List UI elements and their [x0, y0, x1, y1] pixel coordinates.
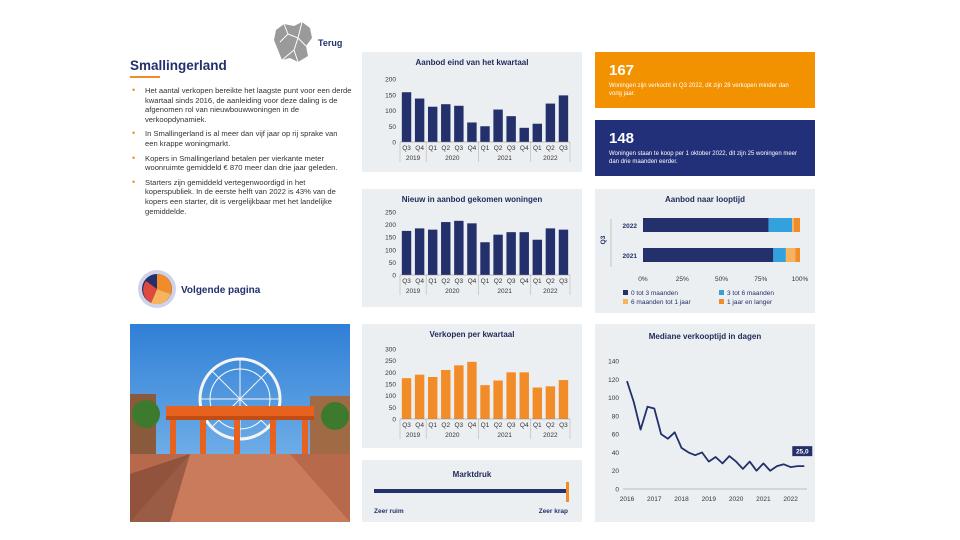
bullet-list: [130, 86, 352, 221]
bar: [493, 381, 502, 420]
y-tick-label: 40: [611, 449, 619, 457]
x-tick-label: Q2: [441, 145, 451, 152]
bar-segment: [643, 248, 773, 262]
bar: [533, 388, 542, 420]
bar: [454, 106, 463, 142]
x-tick-label: 2019: [701, 496, 717, 503]
x-tick-label: Q2: [493, 278, 503, 285]
x-tick-label: Q1: [532, 422, 542, 429]
x-tick-label: Q2: [493, 145, 503, 152]
x-tick-label: Q1: [428, 278, 438, 285]
bar: [559, 380, 568, 419]
bar: [428, 107, 437, 142]
y-tick-label: 120: [608, 376, 619, 384]
next-page-label: Volgende pagina: [181, 285, 261, 296]
legend-label: 1 jaar en langer: [727, 299, 773, 306]
bar: [506, 372, 515, 419]
y-tick-label: 200: [385, 76, 396, 84]
y-tick-label: 150: [385, 381, 396, 389]
chart-title: Verkopen per kwartaal: [429, 330, 515, 339]
legend-label: 6 maanden tot 1 jaar: [631, 299, 691, 306]
x-tick-label: Q1: [480, 422, 490, 429]
legend-label: 3 tot 6 maanden: [727, 290, 774, 297]
x-tick-label: Q4: [415, 278, 424, 285]
x-tick-label: Q1: [428, 145, 438, 152]
y-tick-label: 20: [611, 468, 619, 476]
chart-aanbod: [362, 52, 582, 172]
y-tick-label: 80: [611, 413, 619, 421]
kpi-text: Woningen staan te koop per 1 oktober 2022, dit zijn 25 woningen meer dan drie maanden eerder.: [609, 151, 798, 165]
y-tick-label: 100: [608, 395, 619, 403]
x-tick-label: Q4: [467, 145, 477, 152]
page-title: Smallingerland: [130, 58, 227, 73]
kpi-card-sales: [595, 52, 815, 108]
bar: [520, 232, 529, 275]
x-tick-label: 2016: [619, 496, 635, 503]
bar: [493, 235, 502, 275]
bar-segment: [795, 248, 800, 262]
year-label: 2021: [497, 155, 512, 162]
y-tick-label: 250: [385, 358, 396, 366]
x-tick-label: Q3: [506, 422, 516, 429]
x-tick-label: Q2: [546, 145, 555, 152]
bar: [520, 128, 529, 142]
bar: [533, 124, 542, 142]
x-tick-label: 50%: [714, 276, 729, 283]
bar: [506, 232, 515, 275]
x-tick-label: Q3: [454, 422, 464, 429]
y-tick-label: 0: [392, 272, 396, 280]
x-tick-label: Q3: [559, 278, 568, 285]
x-tick-label: 25%: [675, 276, 689, 283]
legend-swatch: [623, 299, 628, 304]
bar: [480, 242, 489, 275]
bar: [415, 99, 424, 142]
chart-panel-nieuw: [362, 189, 582, 307]
year-label: 2022: [543, 155, 558, 162]
bar-segment: [794, 218, 800, 232]
year-label: 2021: [497, 432, 512, 439]
x-tick-label: Q4: [415, 145, 424, 152]
town-photo: [130, 324, 350, 522]
kpi-text: Woningen zijn verkocht in Q3 2022, dit zijn 28 verkopen minder dan vorig jaar.: [609, 83, 789, 97]
chart-panel-looptijd: [595, 189, 815, 313]
pie-chart-icon: [137, 269, 177, 309]
y-tick-label: 300: [385, 346, 396, 354]
year-label: 2022: [543, 288, 558, 295]
x-tick-label: Q3: [559, 422, 568, 429]
x-tick-label: 100%: [791, 276, 809, 283]
year-label: 2019: [405, 288, 421, 295]
category-label: 2021: [622, 253, 637, 260]
legend-label: 0 tot 3 maanden: [631, 290, 678, 297]
bullet-item: • Starters zijn gemiddeld vertegenwoordigd in het koperspubliek. In de eerste helft van 2022 is 43% van de kopers een starter, dit is vergelijkbaar met het landelijke gemiddelde.: [130, 178, 352, 216]
province-map-icon[interactable]: [272, 20, 316, 64]
x-tick-label: 2022: [783, 496, 798, 503]
x-tick-label: Q3: [454, 278, 464, 285]
x-tick-label: Q3: [559, 145, 568, 152]
bar: [441, 370, 450, 419]
bullet-item: • Kopers in Smallingerland betalen per vierkante meter woonruimte gemiddeld € 870 meer dan drie jaar geleden.: [130, 154, 352, 173]
bar-segment: [643, 218, 769, 232]
bar: [546, 104, 555, 142]
x-tick-label: 0%: [638, 276, 648, 283]
legend-swatch: [719, 299, 724, 304]
kpi-value: 167: [609, 62, 635, 79]
bar: [415, 228, 424, 275]
y-tick-label: 0: [392, 139, 396, 147]
year-label: 2020: [445, 155, 460, 162]
y-tick-label: 100: [385, 393, 396, 401]
gauge-marker: [566, 482, 569, 502]
chart-looptijd: [595, 189, 815, 313]
bar: [533, 240, 542, 275]
x-tick-label: Q2: [546, 422, 555, 429]
y-tick-label: 200: [385, 222, 396, 230]
gauge-right-label: Zeer krap: [538, 508, 568, 515]
bar: [559, 95, 568, 142]
x-tick-label: Q1: [428, 422, 438, 429]
x-tick-label: Q4: [519, 422, 529, 429]
x-tick-label: Q1: [532, 278, 542, 285]
chart-title: Aanbod eind van het kwartaal: [415, 58, 529, 67]
back-link[interactable]: Terug: [318, 38, 343, 48]
year-label: 2020: [445, 432, 460, 439]
bar: [520, 372, 529, 419]
bar: [441, 104, 450, 142]
bar: [441, 222, 450, 275]
x-tick-label: Q3: [402, 145, 411, 152]
x-tick-label: Q3: [506, 145, 516, 152]
bar-segment: [769, 218, 793, 232]
chart-title: Nieuw in aanbod gekomen woningen: [401, 195, 543, 204]
chart-title: Aanbod naar looptijd: [665, 195, 745, 204]
x-tick-label: Q3: [402, 422, 411, 429]
y-tick-label: 100: [385, 108, 396, 115]
bar: [454, 221, 463, 275]
year-label: 2022: [543, 432, 558, 439]
y-tick-label: 100: [385, 247, 396, 255]
bar: [467, 122, 476, 142]
x-tick-label: Q4: [467, 422, 477, 429]
bar-segment: [786, 248, 795, 262]
x-tick-label: Q3: [506, 278, 516, 285]
series-line: [627, 381, 804, 471]
year-label: 2021: [497, 288, 512, 295]
x-tick-label: Q1: [480, 145, 490, 152]
x-tick-label: Q4: [467, 278, 477, 285]
bar: [467, 223, 476, 275]
bar: [546, 386, 555, 419]
gauge-track: [374, 489, 569, 493]
legend-swatch: [719, 290, 724, 295]
gauge-left-label: Zeer ruim: [374, 508, 404, 515]
x-tick-label: Q3: [402, 278, 411, 285]
x-tick-label: Q4: [519, 145, 529, 152]
y-tick-label: 250: [385, 209, 396, 217]
x-tick-label: Q4: [415, 422, 424, 429]
x-tick-label: Q2: [493, 422, 503, 429]
bar: [428, 377, 437, 419]
chart-verkopen: [362, 324, 582, 448]
legend-swatch: [623, 290, 628, 295]
bar: [428, 230, 437, 275]
x-tick-label: Q1: [480, 278, 490, 285]
x-tick-label: 2017: [647, 496, 662, 503]
bar-segment: [792, 218, 794, 232]
y-tick-label: 0: [392, 416, 396, 424]
chart-panel-verkooptijd: [595, 324, 815, 522]
data-label: 25,0: [795, 448, 809, 456]
bar: [546, 228, 555, 275]
chart-nieuw: [362, 189, 582, 307]
bar: [467, 362, 476, 419]
x-tick-label: 2018: [674, 496, 689, 503]
x-tick-label: 2020: [728, 496, 744, 503]
y-tick-label: 50: [388, 123, 396, 131]
bar: [454, 365, 463, 419]
year-label: 2019: [405, 432, 421, 439]
group-label: Q3: [600, 235, 607, 245]
y-tick-label: 50: [388, 259, 396, 267]
y-tick-label: 150: [385, 234, 396, 242]
bar: [402, 231, 411, 275]
chart-panel-aanbod: [362, 52, 582, 172]
y-tick-label: 140: [608, 358, 619, 366]
y-tick-label: 60: [611, 431, 619, 439]
title-underline: [130, 76, 160, 78]
x-tick-label: 2021: [756, 496, 771, 503]
x-tick-label: Q4: [519, 278, 529, 285]
y-tick-label: 0: [615, 486, 619, 494]
kpi-value: 148: [609, 130, 635, 147]
kpi-card-stock: [595, 120, 815, 176]
chart-title: Mediane verkooptijd in dagen: [648, 332, 762, 341]
bar: [415, 375, 424, 419]
year-label: 2019: [405, 155, 421, 162]
x-tick-label: Q1: [532, 145, 542, 152]
bullet-item: • In Smallingerland is al meer dan vijf jaar op rij sprake van een krappe woningmarkt.: [130, 129, 352, 148]
bar: [559, 230, 568, 275]
x-tick-label: Q2: [441, 422, 451, 429]
bar: [402, 378, 411, 419]
chart-verkooptijd: [595, 324, 815, 522]
x-tick-label: 75%: [754, 276, 768, 283]
y-tick-label: 150: [385, 92, 396, 100]
x-tick-label: Q3: [454, 145, 464, 152]
bullet-item: • Het aantal verkopen bereikte het laagste punt voor een derde kwartaal sinds 2016, de aanleiding voor deze daling is de afgenomen rol van nieuwbouwwoningen in de verkoopdynamiek.: [130, 86, 352, 124]
y-tick-label: 200: [385, 369, 396, 377]
bar: [506, 116, 515, 142]
chart-panel-verkopen: [362, 324, 582, 448]
next-page-button[interactable]: [137, 269, 287, 311]
y-tick-label: 50: [388, 404, 396, 412]
bar: [480, 385, 489, 419]
gauge-title: Marktdruk: [452, 470, 492, 479]
bar: [493, 110, 502, 142]
bar: [402, 92, 411, 142]
gauge-panel: [362, 460, 582, 522]
year-label: 2020: [445, 288, 460, 295]
bar: [480, 126, 489, 142]
category-label: 2022: [622, 223, 637, 230]
x-tick-label: Q2: [441, 278, 451, 285]
bar-segment: [773, 248, 786, 262]
x-tick-label: Q2: [546, 278, 555, 285]
